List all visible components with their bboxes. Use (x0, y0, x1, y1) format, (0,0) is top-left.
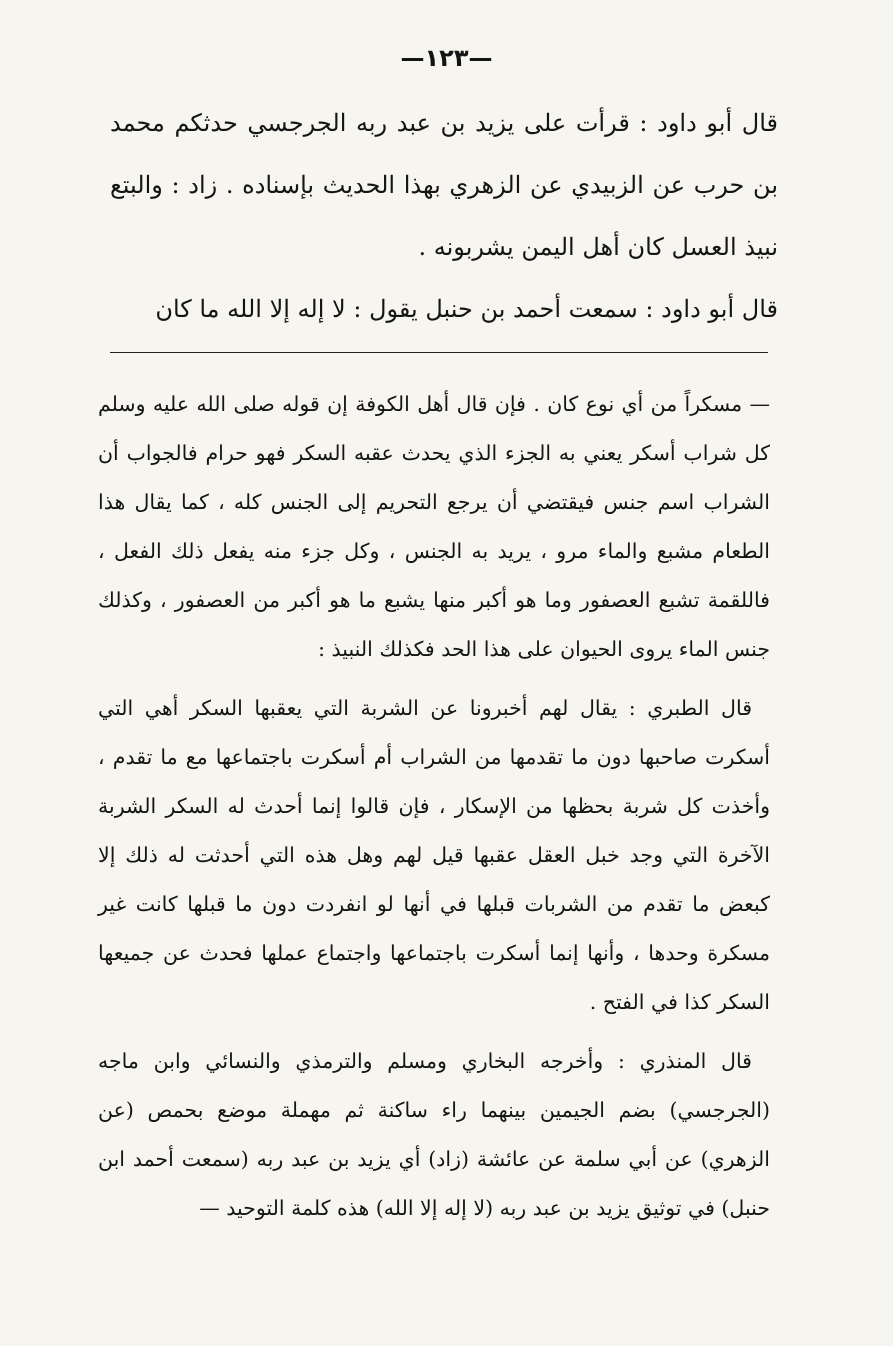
commentary-text (98, 380, 770, 1243)
commentary-paragraph: قال الطبري : يقال لهم أخبرونا عن الشربة التي يعقبها السكر أهي التي أسكرت صاحبها دون ما تقدمها من الشراب أم أسكرت باجتماعها مع ما تقدم ، وأخذت كل شربة بحظها من الإسكار ، فإن قالوا إنما أحدث له السكر الشربة الآخرة التي وجد خبل العقل عقبها قيل لهم وهل هذه التي أحدثت له ذلك إلا كبعض ما تقدم من الشربات قبلها في أنها لو انفردت دون ما قبلها كانت غير مسكرة وحدها ، وأنها إنما أسكرت باجتماعها واجتماع عملها فحدث عن جميعها السكر كذا في الفتح . (98, 696, 770, 1014)
main-paragraph: قال أبو داود : سمعت أحمد بن حنبل يقول : لا إله إلا الله ما كان (155, 295, 778, 323)
main-paragraph: قال أبو داود : قرأت على يزيد بن عبد ربه الجرجسي حدثكم محمد بن حرب عن الزبيدي عن الزهري بهذا الحديث بإسناده . زاد : والبتع نبيذ العسل كان أهل اليمن يشربونه . (110, 109, 778, 261)
section-divider (110, 352, 768, 353)
commentary-paragraph: — مسكراً من أي نوع كان . فإن قال أهل الكوفة إن قوله صلى الله عليه وسلم كل شراب أسكر يعني به الجزء الذي يحدث عقبه السكر فهو حرام فالجواب أن الشراب اسم جنس فيقتضي أن يرجع التحريم إلى الجنس كله ، كما يقال هذا الطعام مشبع والماء مرو ، يريد به الجنس ، وكل جزء منه يفعل ذلك الفعل ، فاللقمة تشبع العصفور وما هو أكبر منها يشبع ما هو أكبر من العصفور ، وكذلك جنس الماء يروى الحيوان على هذا الحد فكذلك النبيذ : (98, 392, 770, 661)
page-number: —١٢٣— (400, 44, 493, 72)
commentary-paragraph: قال المنذري : وأخرجه البخاري ومسلم والترمذي والنسائي وابن ماجه (الجرجسي) بضم الجيمين بينهما راء ساكنة ثم مهملة موضع بحمص (عن الزهري) عن أبي سلمة عن عائشة (زاد) أي يزيد بن عبد ربه (سمعت أحمد ابن حنبل) في توثيق يزيد بن عبد ربه (لا إله إلا الله) هذه كلمة التوحيد — (98, 1049, 770, 1220)
main-hadith-text (110, 92, 778, 340)
